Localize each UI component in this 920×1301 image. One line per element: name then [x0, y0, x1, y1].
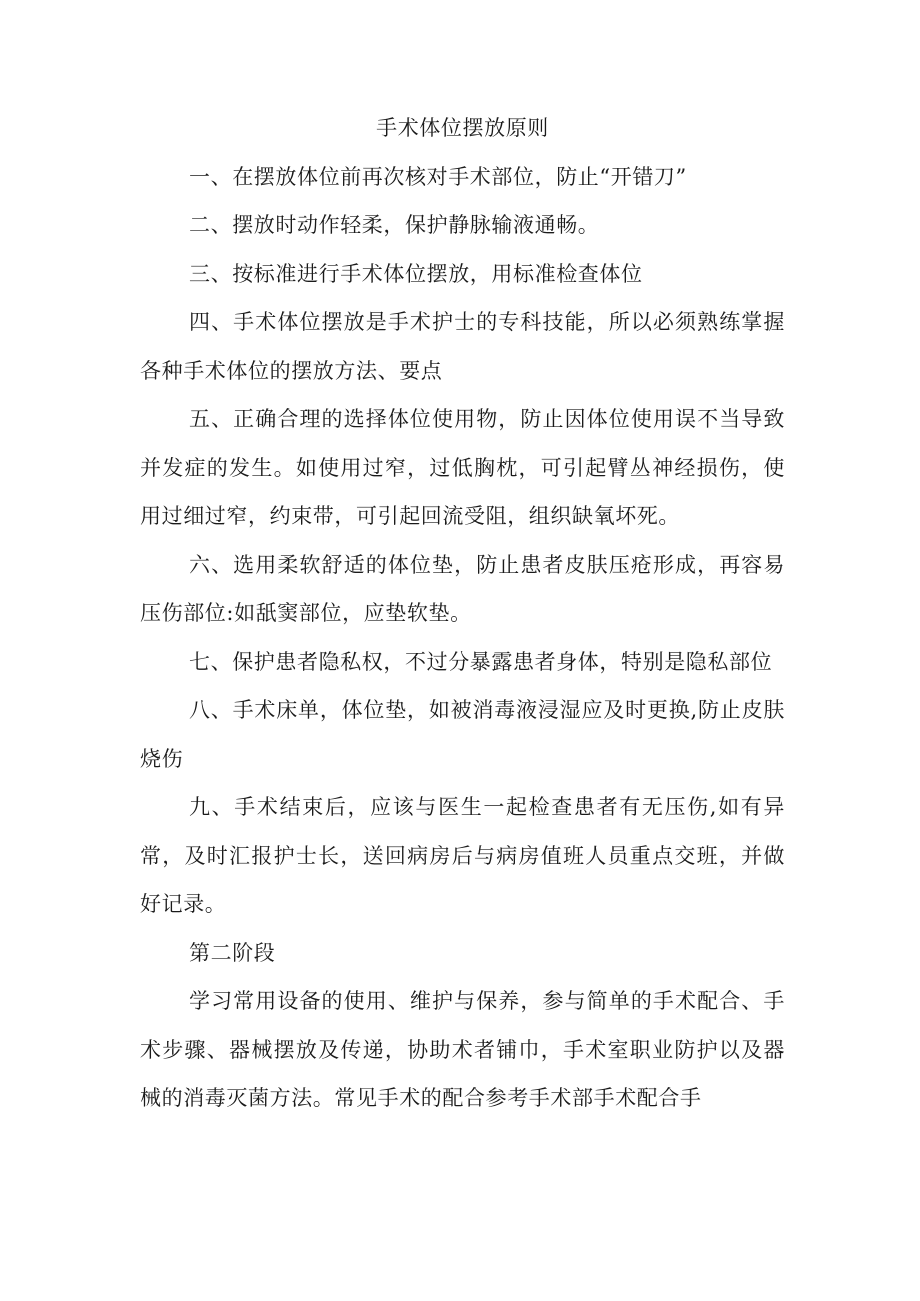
- paragraph-2: 二、摆放时动作轻柔，保护静脉输液通畅。: [189, 213, 600, 237]
- paragraph-10: 学习常用设备的使用、维护与保养，参与简单的手术配合、手术步骤、器械摆放及传递，协助术者铺巾，手术室职业防护以及器械的消毒灭菌方法。常见手术的配合参考手术部手术配合手: [140, 989, 785, 1110]
- paragraph-4: 四、手术体位摆放是手术护士的专科技能，所以必须熟练掌握各种手术体位的摆放方法、要点: [140, 310, 785, 383]
- document-body: [140, 104, 785, 1123]
- document-title: 手术体位摆放原则: [376, 116, 549, 140]
- paragraph-9: 九、手术结束后，应该与医生一起检查患者有无压伤,如有异常，及时汇报护士长，送回病房后与病房值班人员重点交班，并做好记录。: [140, 795, 785, 916]
- paragraph-8: 八、手术床单，体位垫，如被消毒液浸湿应及时更换,防止皮肤烧伤: [140, 698, 785, 771]
- paragraph-1: 一、在摆放体位前再次核对手术部位，防止“开错刀”: [189, 164, 687, 189]
- paragraph-3: 三、按标准进行手术体位摆放，用标准检查体位: [189, 261, 643, 286]
- section-heading-stage-two: 第二阶段: [189, 940, 276, 965]
- paragraph-7: 七、保护患者隐私权，不过分暴露患者身体，特别是隐私部位: [189, 649, 773, 674]
- paragraph-6: 六、选用柔软舒适的体位垫，防止患者皮肤压疮形成，再容易压伤部位:如舐窦部位，应垫软垫。: [140, 552, 785, 625]
- paragraph-5: 五、正确合理的选择体位使用物，防止因体位使用误不当导致并发症的发生。如使用过窄，过低胸枕，可引起臂丛神经损伤，使用过细过窄，约束带，可引起回流受阻，组织缺氧坏死。: [140, 407, 785, 528]
